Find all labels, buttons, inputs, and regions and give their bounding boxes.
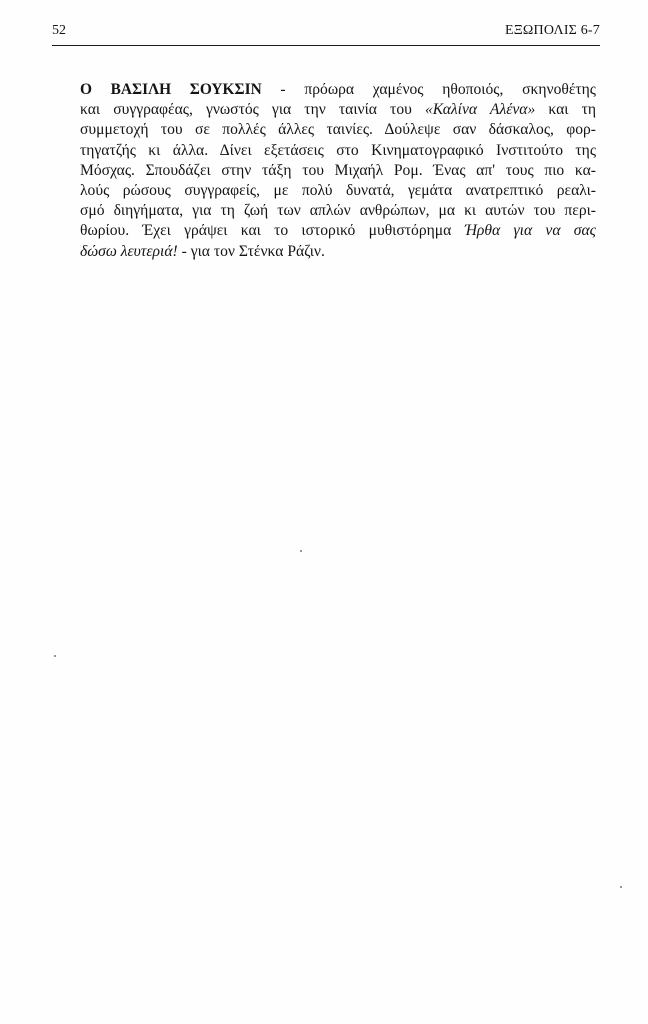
paragraph-line: τηγατζής κι άλλα. Δίνει εξετάσεις στο Κινηματογραφικό Ινστιτούτο της	[80, 141, 596, 159]
novel-title: Ήρθα για να σας	[464, 222, 596, 240]
biography-paragraph	[80, 80, 596, 262]
line-text: και συγγραφέας, γνωστός για την ταινία του	[80, 101, 425, 119]
author-name: Ο ΒΑΣΙΛΗ ΣΟΥΚΣΙΝ	[80, 81, 262, 98]
paragraph-line: συμμετοχή του σε πολλές άλλες ταινίες. Δούλεψε σαν δάσκαλος, φορ-	[80, 121, 596, 139]
paragraph-line	[80, 100, 596, 120]
line-text: θωρίου. Έχει γράψει και το ιστορικό μυθιστόρημα	[80, 222, 465, 240]
scan-speck	[54, 655, 56, 657]
line-text: και τη	[535, 101, 597, 119]
paragraph-line: λούς ρώσους συγγραφείς, με πολύ δυνατά, γεμάτα ανατρεπτικό ρεαλι-	[80, 182, 596, 200]
paragraph-line	[80, 80, 596, 100]
paragraph-line	[80, 242, 596, 262]
running-title: ΕΞΩΠΟΛΙΣ 6-7	[504, 23, 600, 38]
page-header	[52, 22, 600, 42]
scan-speck	[620, 886, 622, 888]
film-title: «Καλίνα Αλένα»	[424, 101, 536, 119]
line-text: - πρόωρα χαμένος ηθοποιός, σκηνοθέτης	[261, 81, 596, 98]
header-rule	[52, 45, 600, 46]
novel-title-continued: δώσω λευτεριά!	[80, 242, 178, 260]
scan-speck	[300, 550, 302, 552]
paragraph-line: σμό διηγήματα, για τη ζωή των απλών ανθρώπων, μα κι αυτών του περι-	[80, 202, 596, 220]
page-number: 52	[52, 23, 66, 38]
paragraph-line	[80, 221, 596, 241]
paragraph-line: Μόσχας. Σπουδάζει στην τάξη του Μιχαήλ Ρομ. Ένας απ' τους πιο κα-	[80, 161, 596, 179]
line-text: - για τον Στένκα Ράζιν.	[177, 242, 325, 260]
